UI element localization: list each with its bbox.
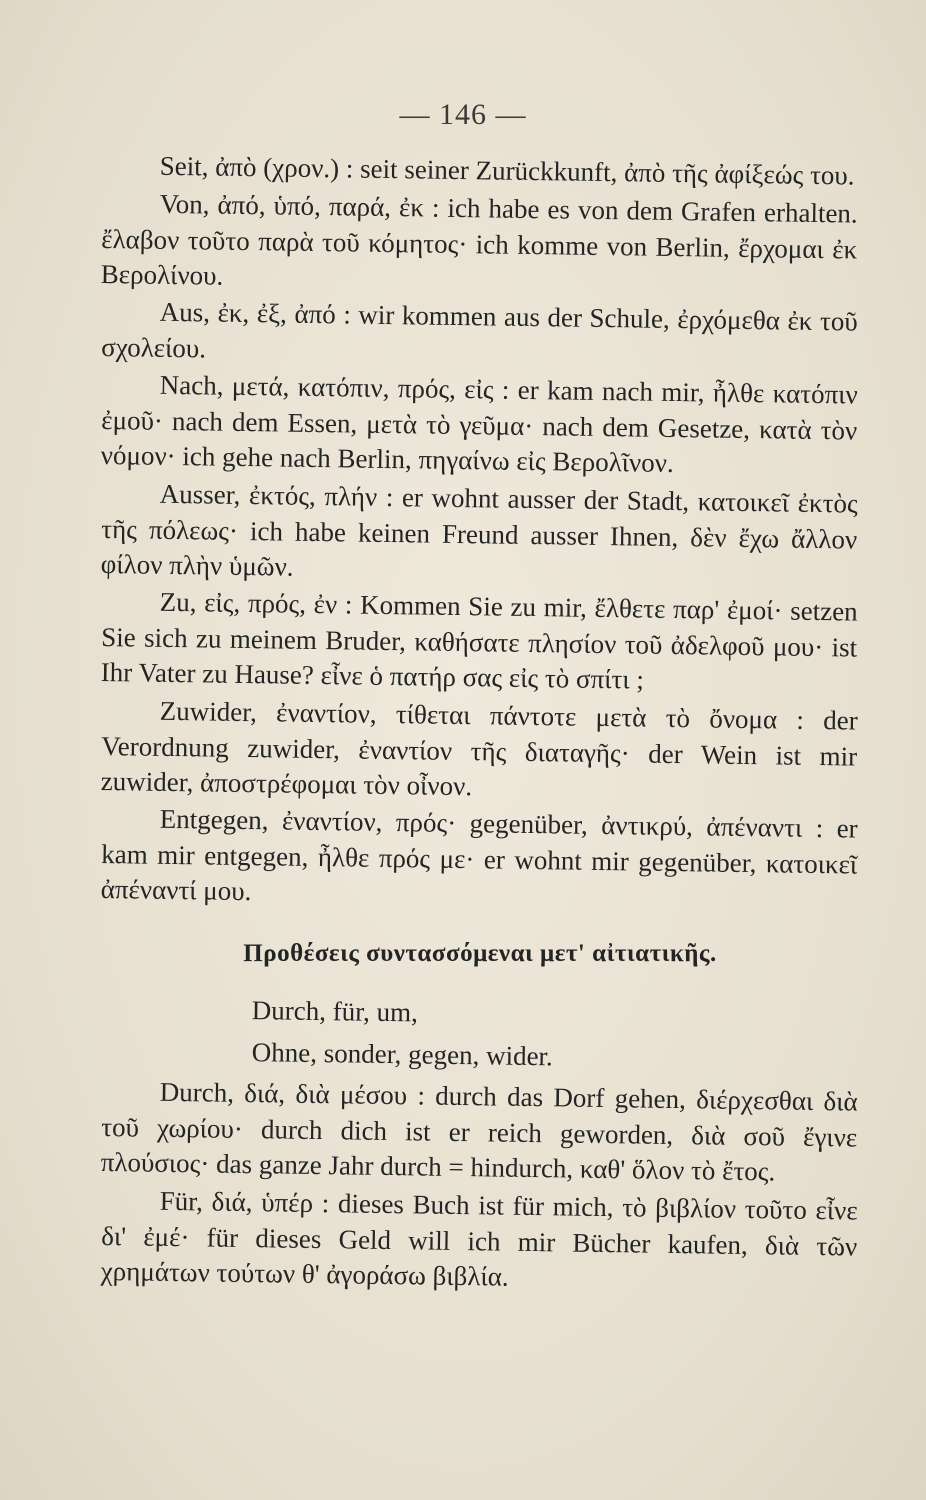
- entry-fuer: Für, διά, ὑπέρ : dieses Buch ist für mich, τὸ βιβλίον τοῦτο εἶνε δι' ἐμέ· für dieses Geld will ich mir Bücher kaufen, διὰ τῶν χρημάτων τούτων θ' ἀγοράσω βιβλία.: [100, 1185, 858, 1292]
- entry-zu: Zu, εἰς, πρός, ἐν : Kommen Sie zu mir, ἔλθετε παρ' ἐμοί· setzen Sie sich zu meinem Bruder, καθήσατε πλησίον τοῦ ἀδελφοῦ μου· ist Ihr Vater zu Hause? εἶνε ὁ πατήρ σας εἰς τὸ σπίτι ;: [100, 586, 858, 695]
- entry-nach: Nach, μετά, κατόπιν, πρός, εἰς : er kam nach mir, ἦλθε κατόπιν ἐμοῦ· nach dem Essen, μετὰ τὸ γεῦμα· nach dem Gesetze, κατὰ τὸν νόμον· ich gehe nach Berlin, πηγαίνω εἰς Βερολῖνον.: [100, 369, 858, 478]
- verse-line: Ohne, sonder, gegen, wider.: [251, 1036, 554, 1071]
- section-heading: Προθέσεις συντασσόμεναι μετ' αἰτιατικῆς.: [243, 939, 717, 967]
- entry-durch: Durch, διά, διὰ μέσου : durch das Dorf gehen, διέρχεσθαι διὰ τοῦ χωρίου· durch dich ist er reich geworden, διὰ σοῦ ἔγινε πλούσιος· das ganze Jahr durch = hindurch, καθ' ὅλον τὸ ἔτος.: [100, 1076, 858, 1187]
- page-number: — 146 —: [399, 98, 527, 131]
- entry-aus: Aus, ἐκ, ἐξ, ἀπό : wir kommen aus der Schule, ἐρχόμεθα ἐκ τοῦ σχολείου.: [101, 296, 858, 363]
- entry-von: Von, ἀπό, ὑπό, παρά, ἐκ : ich habe es von dem Grafen erhalten. ἔλαβον τοῦτο παρὰ τοῦ κόμητος· ich komme von Berlin, ἔρχομαι ἐκ Βερολίνου.: [100, 188, 858, 291]
- entry-ausser: Ausser, ἐκτός, πλήν : er wohnt ausser der Stadt, κατοικεῖ ἐκτὸς τῆς πόλεως· ich habe keinen Freund ausser Ihnen, δὲν ἔχω ἄλλον φίλον πλὴν ὑμῶν.: [100, 478, 858, 582]
- verse-line: Durch, für, um,: [251, 995, 419, 1028]
- entry-seit: Seit, ἀπὸ (χρον.) : seit seiner Zurückkunft, ἀπὸ τῆς ἀφίξεώς του.: [159, 150, 855, 191]
- entry-entgegen: Entgegen, ἐναντίον, πρός· gegenüber, ἀντικρύ, ἀπέναντι : er kam mir entgegen, ἦλθε πρός με· er wohnt mir gegenüber, κατοικεῖ ἀπέναντί μου.: [100, 803, 858, 907]
- entry-zuwider: Zuwider, ἐναντίον, τίθεται πάντοτε μετὰ τὸ ὄνομα : der Verordnung zuwider, ἐναντίον τῆς διαταγῆς· der Wein ist mir zuwider, ἀποστρέφομαι τὸν οἶνον.: [100, 695, 858, 801]
- main-text: [102, 148, 858, 1291]
